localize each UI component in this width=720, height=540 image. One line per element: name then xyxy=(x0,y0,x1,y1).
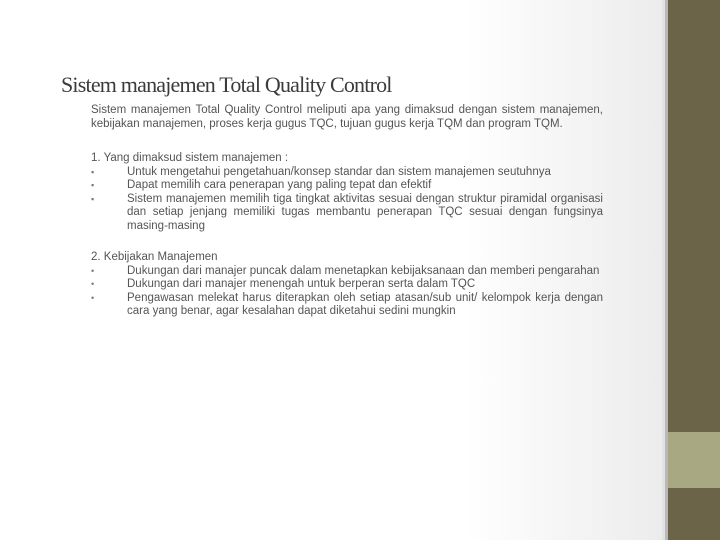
side-band-bottom xyxy=(668,488,720,540)
slide-title: Sistem manajemen Total Quality Control xyxy=(61,72,392,97)
list-item xyxy=(91,179,603,193)
section-1-list xyxy=(91,166,603,234)
list-item-text: Dukungan dari manajer puncak dalam menetapkan kebijaksanaan dan memberi pengarahan xyxy=(127,264,600,277)
section-2-list xyxy=(91,265,603,319)
list-item-text: Dukungan dari manajer menengah untuk berperan serta dalam TQC xyxy=(127,278,476,290)
dot-bullet-icon: • xyxy=(91,265,95,276)
list-item xyxy=(91,265,603,279)
section-2-heading: 2. Kebijakan Manajemen xyxy=(91,251,218,263)
intro-paragraph: Sistem manajemen Total Quality Control meliputi apa yang dimaksud dengan sistem manajemen, kebijakan manajemen, proses kerja gugus TQC, tujuan gugus kerja TQM dan program TQM. xyxy=(91,104,603,130)
list-item-text: Untuk mengetahui pengetahuan/konsep standar dan sistem manajemen seutuhnya xyxy=(127,165,551,178)
side-band-accent xyxy=(668,432,720,488)
dot-bullet-icon: • xyxy=(91,279,95,289)
square-bullet-icon: ▪ xyxy=(91,180,95,190)
list-item-text: Pengawasan melekat harus diterapkan oleh setiap atasan/sub unit/ kelompok kerja dengan cara yang benar, agar kesalahan dapat diketahui sedini mungkin xyxy=(127,291,603,317)
list-item xyxy=(91,193,603,234)
list-item-text: Sistem manajemen memilih tiga tingkat aktivitas sesuai dengan struktur piramidal organisasi dan setiap jenjang memiliki tugas membantu penerapan TQC sesuai dengan fungsinya masing-masing xyxy=(127,192,603,232)
square-bullet-icon: ▪ xyxy=(91,193,95,204)
dot-bullet-icon: • xyxy=(91,292,95,303)
section-1-heading: 1. Yang dimaksud sistem manajemen : xyxy=(91,152,289,164)
side-band-top xyxy=(668,0,720,432)
list-item xyxy=(91,278,603,292)
list-item xyxy=(91,292,603,319)
list-item xyxy=(91,166,603,180)
slide-content xyxy=(91,104,603,319)
list-item-text: Dapat memilih cara penerapan yang paling tepat dan efektif xyxy=(127,179,432,191)
square-bullet-icon: ▪ xyxy=(91,166,95,177)
